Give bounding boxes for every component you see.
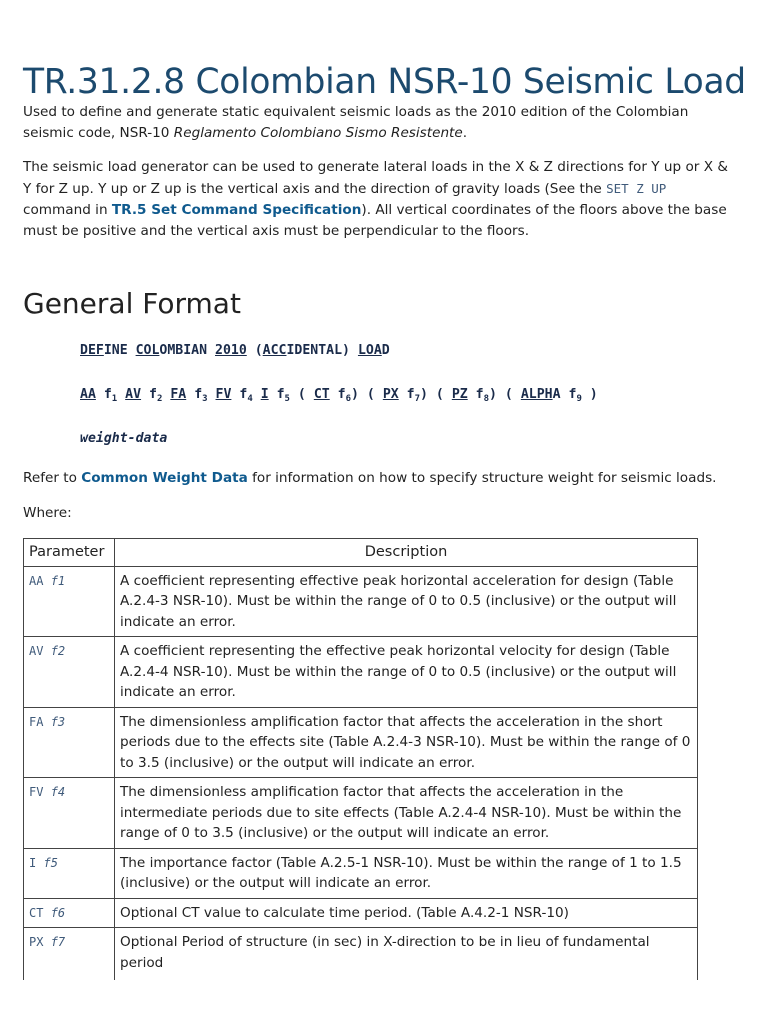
intro-paragraph-1	[23, 102, 738, 144]
desc-cell: Optional CT value to calculate time period. (Table A.4.2-1 NSR-10)	[115, 898, 698, 928]
header-description: Description	[115, 539, 698, 567]
kw-define-rest: INE	[103, 343, 136, 358]
table-row	[24, 637, 698, 708]
syntax-paren: )	[489, 387, 505, 402]
table-row	[24, 707, 698, 778]
syntax-paren: )	[351, 387, 367, 402]
syntax-paren: )	[420, 387, 436, 402]
param-code: AV	[29, 644, 44, 658]
param-code: PX	[29, 935, 44, 949]
set-command-spec-link[interactable]: TR.5 Set Command Specification	[111, 202, 362, 218]
syntax-line-weight-data: weight-data	[80, 431, 168, 446]
param-var: f2	[50, 644, 66, 658]
desc-cell: The dimensionless amplification factor that affects the acceleration in the short periods due to the effects site (Table A.2.4-3 NSR-10). Must be within the range of 0 to 3.5 (inclusive) or the output will indicate an error.	[115, 707, 698, 778]
var-sub: 4	[247, 394, 253, 404]
syntax-line-params	[80, 387, 598, 404]
var-f: f	[239, 387, 248, 402]
syntax-paren: (	[297, 387, 314, 402]
table-row	[24, 566, 698, 637]
param-code: FA	[29, 714, 44, 729]
kw-ct: CT	[313, 387, 330, 402]
kw-year: 2010	[215, 343, 247, 358]
kw-load-rest: D	[381, 343, 390, 358]
kw-fv: FV	[215, 387, 232, 402]
parameter-table	[23, 538, 698, 980]
syntax-paren: (	[435, 387, 452, 402]
desc-cell: Optional Period of structure (in sec) in X-direction to be in lieu of fundamental period	[115, 928, 698, 981]
common-weight-data-link[interactable]: Common Weight Data	[81, 470, 248, 486]
param-var: f3	[50, 714, 66, 729]
var-f: f	[149, 387, 157, 402]
kw-av: AV	[125, 387, 142, 402]
table-row	[24, 898, 698, 928]
page-title: TR.31.2.8 Colombian NSR-10 Seismic Load	[23, 62, 746, 102]
intro1-text: Used to define and generate static equivalent seismic loads as the 2010 edition of the Colombian seismic code, NSR-10	[23, 104, 689, 141]
param-code: AA	[29, 573, 44, 588]
intro1-end: .	[462, 125, 468, 141]
var-f: f	[276, 387, 285, 402]
syntax-paren-open: (	[246, 343, 263, 358]
refer-paragraph	[23, 468, 717, 489]
var-sub: 9	[576, 394, 582, 404]
syntax-line-define	[80, 343, 390, 358]
set-z-up-code: SET Z UP	[606, 181, 667, 196]
kw-load-abbr: LOA	[357, 343, 382, 358]
table-row	[24, 928, 698, 981]
var-sub: 3	[202, 394, 208, 404]
syntax-paren: )	[581, 387, 598, 402]
intro-paragraph-2	[23, 157, 738, 242]
param-code: FV	[29, 785, 44, 799]
kw-alpha-abbr: ALPH	[520, 387, 553, 402]
param-cell	[24, 566, 115, 637]
var-sub: 2	[156, 394, 163, 404]
table-row	[24, 778, 698, 849]
syntax-paren: (	[366, 387, 383, 402]
desc-cell: A coefficient representing effective peak horizontal acceleration for design (Table A.2.4-3 NSR-10). Must be within the range of 0 to 0.5 (inclusive) or the output will indicate an error.	[115, 566, 698, 637]
header-parameter: Parameter	[24, 539, 115, 567]
kw-px: PX	[382, 387, 399, 402]
desc-cell: The dimensionless amplification factor that affects the acceleration in the intermediate periods due to site effects (Table A.2.4-4 NSR-10). Must be within the range of 0 to 3.5 (inclusive) or the output will indicate an error.	[115, 778, 698, 849]
param-cell	[24, 898, 115, 928]
var-f: f	[103, 387, 112, 402]
param-var: f1	[50, 573, 66, 588]
var-sub: 7	[414, 394, 421, 404]
kw-colombian-abbr: COL	[135, 343, 160, 358]
refer-before: Refer to	[23, 470, 82, 486]
kw-fa: FA	[170, 387, 187, 402]
kw-i: I	[260, 387, 269, 402]
var-f: f	[406, 387, 415, 402]
var-f: f	[475, 387, 484, 402]
kw-define-abbr: DEF	[80, 343, 104, 358]
param-cell	[24, 778, 115, 849]
param-code: CT	[29, 905, 44, 920]
var-sub: 1	[111, 394, 118, 404]
kw-alpha-rest: A	[552, 387, 561, 402]
intro2-part2: command in	[23, 202, 112, 218]
kw-pz: PZ	[451, 387, 468, 402]
param-cell	[24, 928, 115, 981]
var-f: f	[194, 387, 203, 402]
desc-cell: The importance factor (Table A.2.5-1 NSR-10). Must be within the range of 1 to 1.5 (inclusive) or the output will indicate an error.	[115, 848, 698, 898]
param-cell	[24, 848, 115, 898]
param-var: f4	[50, 785, 66, 799]
intro1-italic: Reglamento Colombiano Sismo Resistente	[173, 125, 463, 141]
param-var: f5	[43, 855, 58, 870]
section-heading-general-format: General Format	[23, 287, 241, 320]
intro2-part3: ). All vertical coordinates of the floors above the base must be positive and the vertical axis must be perpendicular to the floors.	[23, 202, 727, 239]
intro2-part1: The seismic load generator can be used to generate lateral loads in the X & Z directions for Y up or X & Y for Z up. Y up or Z up is the vertical axis and the direction of gravity loads (See the	[23, 159, 728, 197]
param-code: I	[29, 855, 37, 870]
refer-after: for information on how to specify structure weight for seismic loads.	[247, 470, 717, 486]
table-header-row	[24, 539, 698, 567]
param-cell	[24, 707, 115, 778]
var-sub: 6	[345, 394, 352, 404]
var-sub: 5	[284, 394, 290, 404]
var-f: f	[337, 387, 346, 402]
var-f: f	[568, 387, 577, 402]
kw-colombian-rest: OMBIAN	[159, 343, 215, 358]
desc-cell: A coefficient representing the effective peak horizontal velocity for design (Table A.2.4-4 NSR-10). Must be within the range of 0 to 0.5 (inclusive) or the output will indicate an error.	[115, 637, 698, 708]
var-sub: 8	[483, 394, 490, 404]
param-var: f6	[50, 905, 66, 920]
table-row	[24, 848, 698, 898]
where-label: Where:	[23, 505, 72, 521]
param-var: f7	[50, 935, 66, 949]
kw-accidental-abbr: ACC	[262, 343, 287, 358]
param-cell	[24, 637, 115, 708]
kw-aa: AA	[80, 387, 96, 402]
syntax-paren: (	[504, 387, 521, 402]
kw-accidental-rest: IDENTAL)	[286, 343, 358, 358]
